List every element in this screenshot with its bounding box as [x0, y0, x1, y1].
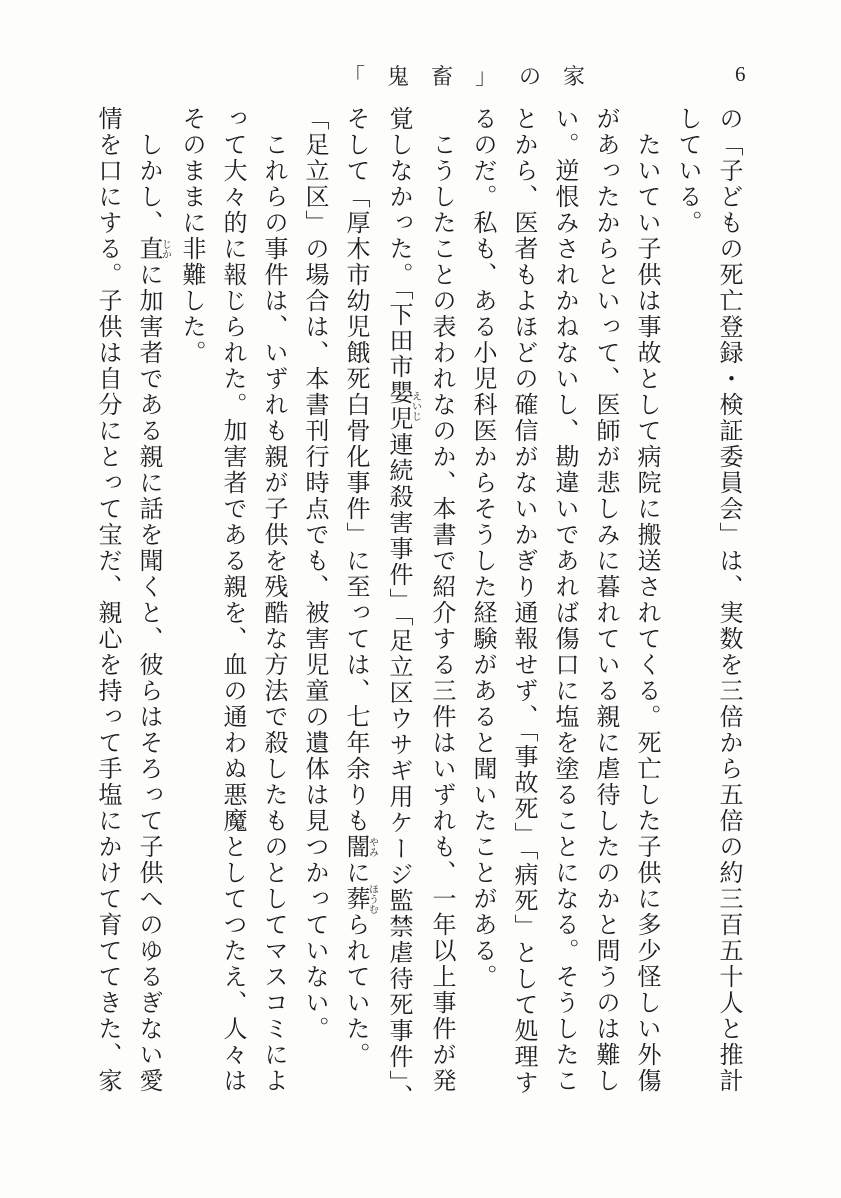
- furigana-text: やみ: [366, 834, 378, 860]
- furigana-text: えいじ: [409, 380, 421, 432]
- text-line: とから、医者もよほどの確信がないかぎり通報せず、「事故死」「病死」として処理す: [510, 106, 536, 1096]
- text-line: 情を口にする。子供は自分にとって宝だ、親心を持って手塩にかけて育ててきた、家: [94, 106, 120, 1094]
- furigana-ruby: 葬ほうむ: [342, 884, 378, 914]
- text-line: している。: [674, 106, 700, 236]
- text-line: 「足立区」の場合は、本書刊行時点でも、被害児童の遺体は見つかっていない。: [301, 106, 327, 1042]
- furigana-text: じか: [159, 236, 171, 262]
- running-header-title: 「鬼畜」の家: [343, 64, 608, 89]
- body-text-block: [86, 106, 748, 1154]
- furigana-ruby: 直じか: [135, 236, 171, 262]
- text-line: そのままに非難した。: [178, 106, 204, 366]
- furigana-ruby: 闇やみ: [342, 834, 378, 860]
- text-line: こうしたことの表われなのか、本書で紹介する三件はいずれも、一年以上事件が発: [428, 106, 454, 1094]
- text-line: そして「厚木市幼児餓死白骨化事件」に至っては、七年余りも闇やみに葬ほうむられていた。: [342, 106, 378, 1068]
- text-line: い。逆恨みされかねないし、勘違いであれば傷口に塩を塗ることになる。そうしたこ: [551, 106, 577, 1094]
- text-line: があったからといって、医師が悲しみに暮れている親に虐待したのかと問うのは難し: [592, 106, 618, 1094]
- text-line: たいてい子供は事故として病院に搬送されてくる。死亡した子供に多少怪しい外傷: [633, 106, 659, 1094]
- text-line: って大々的に報じられた。加害者である親を、血の通わぬ悪魔としてつたえ、人々は: [219, 106, 245, 1094]
- page-number: 6: [735, 62, 746, 86]
- text-line: これらの事件は、いずれも親が子供を残酷な方法で殺したものとしてマスコミによ: [260, 106, 286, 1094]
- furigana-ruby: 嬰児えいじ: [385, 380, 421, 432]
- text-line: の「子どもの死亡登録・検証委員会」は、実数を三倍から五倍の約三百五十人と推計: [715, 106, 741, 1094]
- text-line: 覚しなかった。「下田市嬰児えいじ連続殺害事件」「足立区ウサギ用ケージ監禁虐待死事件」、: [385, 106, 421, 1110]
- furigana-text: ほうむ: [366, 884, 378, 914]
- text-line: しかし、直じかに加害者である親に話を聞くと、彼らはそろって子供へのゆるぎない愛: [135, 106, 171, 1094]
- text-line: るのだ。私も、ある小児科医からそうした経験があると聞いたことがある。: [469, 106, 495, 990]
